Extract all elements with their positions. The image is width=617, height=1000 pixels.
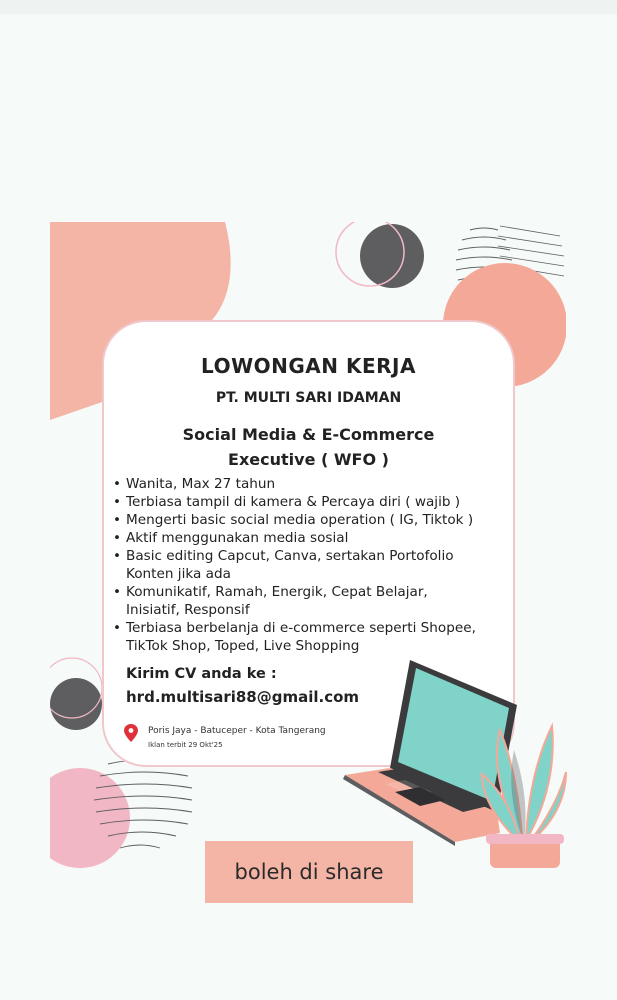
cta-text: Kirim CV anda ke : [126,666,277,682]
job-position-line-2: Executive ( WFO ) [228,450,389,469]
requirement-item: • Terbiasa berbelanja di e-commerce seperti Shopee, TikTok Shop, Toped, Live Shopping [110,619,486,655]
address-text: Poris Jaya - Batuceper - Kota Tangerang [148,726,326,736]
requirement-item: • Wanita, Max 27 tahun [110,475,520,493]
requirement-item: • Basic editing Capcut, Canva, sertakan Portofolio Konten jika ada [110,547,496,583]
email-address[interactable]: hrd.multisari88@gmail.com [126,688,360,706]
company-name: PT. MULTI SARI IDAMAN [215,390,402,406]
requirement-item: • Terbiasa tampil di kamera & Percaya diri ( wajib ) [110,493,520,511]
requirements-list [110,475,520,655]
job-position-line-1: Social Media & E-Commerce [182,425,435,444]
requirement-item: • Mengerti basic social media operation ( IG, Tiktok ) [110,511,520,529]
share-banner: boleh di share [205,841,413,903]
requirement-item: • Komunikatif, Ramah, Energik, Cepat Belajar, Inisiatif, Responsif [110,583,476,619]
left-grey-circle-shape [50,678,102,730]
job-position [150,422,467,472]
location-pin-icon [124,724,138,742]
poster-title: LOWONGAN KERJA [201,354,416,378]
posted-date: Iklan terbit 29 Okt'25 [148,741,223,749]
pink-circle-shape [30,768,130,868]
requirement-item: • Aktif menggunakan media sosial [110,529,520,547]
